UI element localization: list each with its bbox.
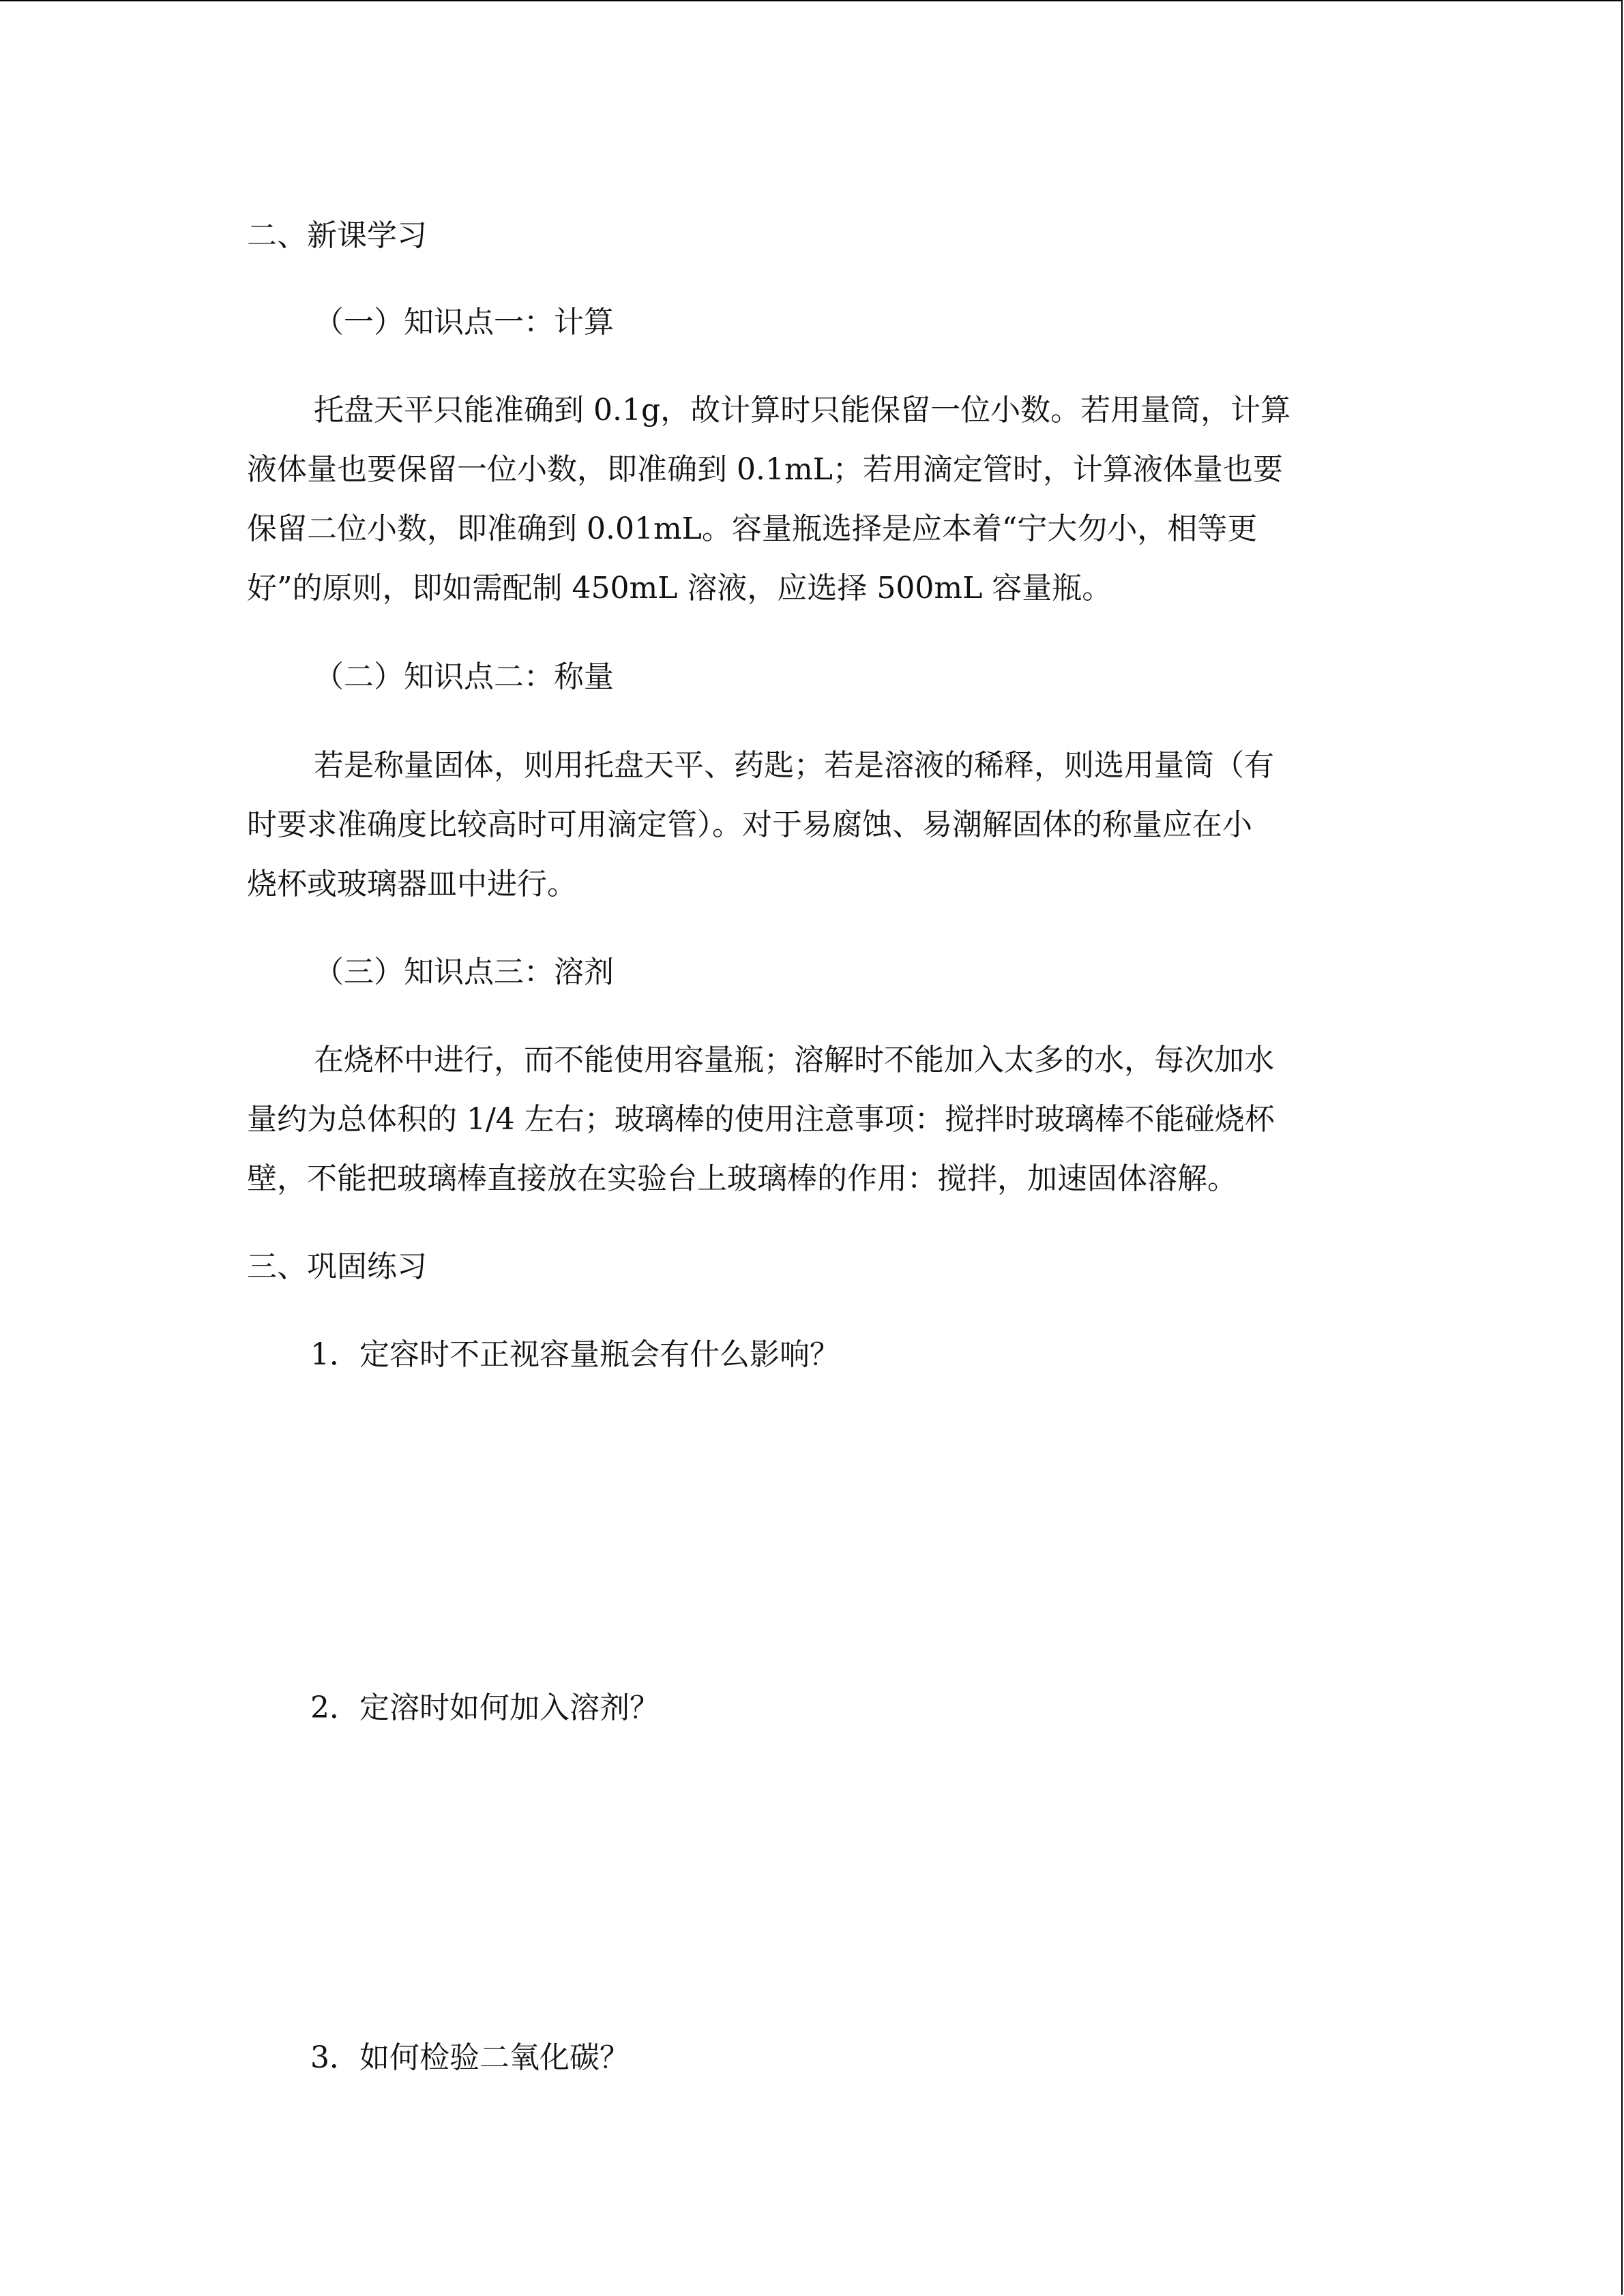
section-heading-practice: 三、巩固练习 — [247, 1249, 427, 1284]
k1-paragraph-line-2: 液体量也要保留一位小数，即准确到 0.1mL；若用滴定管时，计算液体量也要 — [247, 452, 1283, 487]
section-heading-new-lesson: 二、新课学习 — [247, 218, 427, 253]
k2-paragraph-line-3: 烧杯或玻璃器皿中进行。 — [247, 867, 577, 901]
k2-paragraph-line-2: 时要求准确度比较高时可用滴定管）。对于易腐蚀、易潮解固体的称量应在小 — [247, 807, 1252, 842]
question-2: 2．定溶时如何加入溶剂？ — [310, 1690, 660, 1725]
k3-paragraph-line-1: 在烧杯中进行，而不能使用容量瓶；溶解时不能加入太多的水，每次加水 — [314, 1043, 1274, 1077]
k1-paragraph-line-4: 好”的原则，即如需配制 450mL 溶液，应选择 500mL 容量瓶。 — [247, 571, 1112, 606]
knowledge-point-1-title: （一）知识点一：计算 — [314, 305, 614, 340]
knowledge-point-3-title: （三）知识点三：溶剂 — [314, 955, 614, 989]
k3-paragraph-line-3: 壁，不能把玻璃棒直接放在实验台上玻璃棒的作用：搅拌，加速固体溶解。 — [247, 1161, 1237, 1196]
k2-paragraph-line-1: 若是称量固体，则用托盘天平、药匙；若是溶液的稀释，则选用量筒（有 — [314, 748, 1274, 783]
k1-paragraph-line-1: 托盘天平只能准确到 0.1g，故计算时只能保留一位小数。若用量筒，计算 — [314, 393, 1291, 428]
question-1: 1．定容时不正视容量瓶会有什么影响？ — [310, 1337, 840, 1372]
k1-paragraph-line-3: 保留二位小数，即准确到 0.01mL。容量瓶选择是应本着“宁大勿小，相等更 — [247, 511, 1258, 546]
knowledge-point-2-title: （二）知识点二：称量 — [314, 659, 614, 694]
question-3: 3．如何检验二氧化碳？ — [310, 2040, 630, 2075]
k3-paragraph-line-2: 量约为总体积的 1/4 左右；玻璃棒的使用注意事项：搅拌时玻璃棒不能碰烧杯 — [247, 1102, 1275, 1137]
